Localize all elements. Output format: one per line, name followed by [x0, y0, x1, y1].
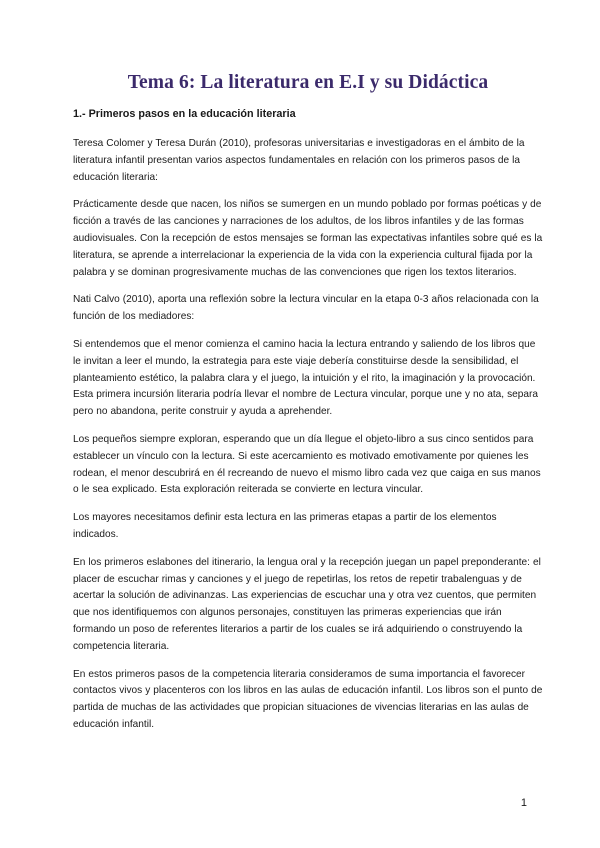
document-page [73, 72, 543, 745]
paragraph-5: Los pequeños siempre exploran, esperando que un día llegue el objeto-libro a sus cinco sentidos para establecer un vínculo con la lectura. Si este acercamiento es motivado emotivamente por quienes les rodean, el menor descubrirá en él recreando de nuevo el mismo libro cada vez que caiga en sus manos o le sea explicado. Esta exploración reiterada se convierte en lectura vincular. [73, 433, 541, 496]
paragraph-3: Nati Calvo (2010), aporta una reflexión sobre la lectura vincular en la etapa 0-3 años relacionada con la función de los mediadores: [73, 294, 539, 323]
paragraph-2: Prácticamente desde que nacen, los niños se sumergen en un mundo poblado por formas poéticas y de ficción a través de las canciones y narraciones de los adultos, de los libros infantiles y de las formas audiovisuales. Con la recepción de estos mensajes se forman las expectativas infantiles sobre qué es la literatura, se aprende a interrelacionar la experiencia de la vida con la experiencia cultural fijada por la palabra y se dominan progresivamente muchas de las convenciones que rigen los textos literarios. [73, 199, 543, 278]
paragraph-4: Si entendemos que el menor comienza el camino hacia la lectura entrando y saliendo de los libros que le invitan a leer el mundo, la estrategia para este viaje debería constituirse desde la sensibilidad, el planteamiento estético, la palabra clara y el juego, la intuición y el rito, la imaginación y la provocación. Esta primera incursión literaria podría llevar el nombre de Lectura vincular, porque une y no ata, separa pero no abandona, perite construir y ayuda a aprehender. [73, 338, 538, 418]
page-number: 1 [520, 797, 527, 809]
paragraph-7: En los primeros eslabones del itinerario, la lengua oral y la recepción juegan un papel preponderante: el placer de escuchar rimas y canciones y el juego de repetirlas, los retos de repetir trabalenguas y de acertar la solución de adivinanzas. Las experiencias de escuchar una y otra vez cuentos, que permiten que nos identifiquemos con algunos personajes, constituyen las primeras experiencias que irán formando un poso de referentes literarios a partir de los cuales se irá adquiriendo o construyendo la competencia literaria. [73, 556, 541, 652]
document-title: Tema 6: La literatura en E.I y su Didáctica [127, 72, 489, 93]
paragraph-6: Los mayores necesitamos definir esta lectura en las primeras etapas a partir de los elementos indicados. [73, 512, 497, 540]
paragraph-8: En estos primeros pasos de la competencia literaria consideramos de suma importancia el favorecer contactos vivos y placenteros con los libros en las aulas de educación infantil. Los libros son el punto de partida de muchas de las actividades que propician situaciones de vivencias literarias en las aulas de educación infantil. [73, 668, 543, 730]
section-heading: 1.- Primeros pasos en la educación literaria [73, 108, 296, 120]
paragraph-1: Teresa Colomer y Teresa Durán (2010), profesoras universitarias e investigadoras en el ámbito de la literatura infantil presentan varios aspectos fundamentales en relación con los primeros pasos de la educación literaria: [73, 138, 525, 183]
